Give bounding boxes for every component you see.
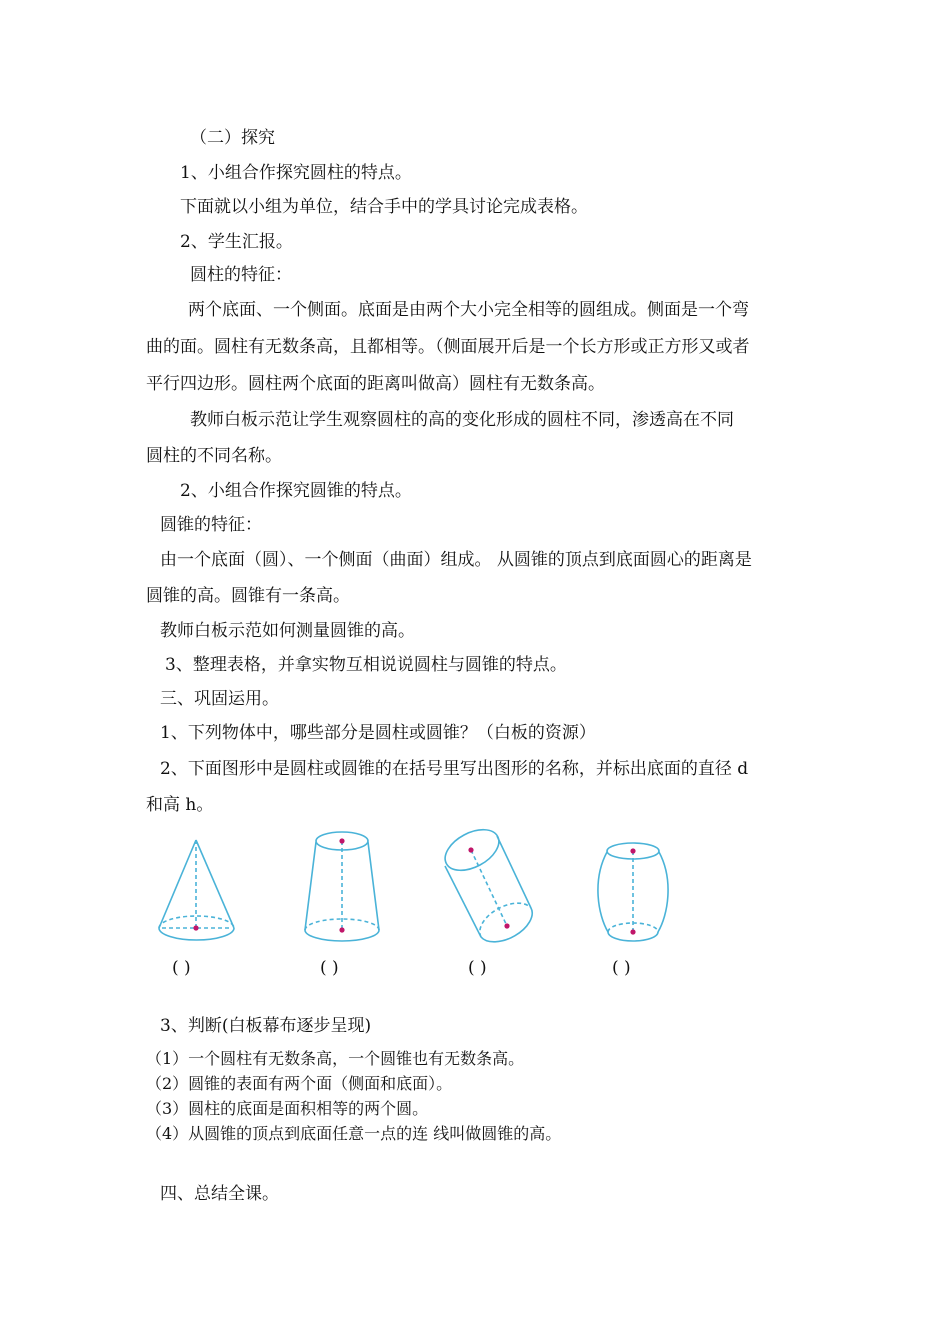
judgment-4: （4）从圆锥的顶点到底面任意一点的连 线叫做圆锥的高。 xyxy=(146,1124,562,1143)
judgment-3: （3）圆柱的底面是面积相等的两个圆。 xyxy=(146,1099,429,1118)
cylinder-para-2: 曲的面。圆柱有无数条高，且都相等。（侧面展开后是一个长方形或正方形又或者 xyxy=(146,337,750,357)
barrel-shape xyxy=(598,843,668,941)
cone-title: 圆锥的特征： xyxy=(160,515,262,535)
tilted-cylinder-shape xyxy=(438,825,532,942)
frustum-top-dot xyxy=(339,838,344,843)
answer-blank-4[interactable]: ( ) xyxy=(612,958,631,978)
cone-shape xyxy=(159,840,234,940)
barrel-bottom-dot xyxy=(630,929,635,934)
frustum-shape xyxy=(305,832,379,941)
question-2-line-1: 2、下面图形中是圆柱或圆锥的在括号里写出图形的名称，并标出底面的直径 d xyxy=(160,759,749,779)
cylinder-top-dot xyxy=(468,847,473,852)
barrel-top-dot xyxy=(630,848,635,853)
cone-para-2: 圆锥的高。圆锥有一条高。 xyxy=(146,586,350,606)
question-2-line-2: 和高 h。 xyxy=(146,795,214,815)
item2b: 2、小组合作探究圆锥的特点。 xyxy=(180,481,412,501)
cylinder-para-1: 两个底面、一个侧面。底面是由两个大小完全相等的圆组成。侧面是一个弯 xyxy=(188,300,749,320)
cylinder-bottom-dot xyxy=(504,923,509,928)
judgment-2: （2）圆锥的表面有两个面（侧面和底面）。 xyxy=(146,1074,453,1093)
section3-heading: 三、巩固运用。 xyxy=(160,689,279,709)
teacher-para-1: 教师白板示范让学生观察圆柱的高的变化形成的圆柱不同，渗透高在不同 xyxy=(190,410,734,430)
cone-para-1: 由一个底面（圆）、一个侧面（曲面）组成。 从圆锥的顶点到底面圆心的距离是 xyxy=(160,550,752,570)
section4-heading: 四、总结全课。 xyxy=(160,1184,279,1204)
section2-heading: （二）探究 xyxy=(190,128,275,148)
teacher-para-2: 圆柱的不同名称。 xyxy=(146,446,282,466)
cone-center-dot xyxy=(193,925,198,930)
item2: 2、学生汇报。 xyxy=(180,232,293,252)
cylinder-para-3: 平行四边形。圆柱两个底面的距离叫做高）圆柱有无数条高。 xyxy=(146,374,605,394)
item3: 3、整理表格，并拿实物互相说说圆柱与圆锥的特点。 xyxy=(165,655,567,675)
answer-blank-3[interactable]: ( ) xyxy=(468,958,487,978)
item1: 1、小组合作探究圆柱的特点。 xyxy=(180,163,412,183)
instruction: 下面就以小组为单位，结合手中的学具讨论完成表格。 xyxy=(180,197,588,217)
question-1: 1、下列物体中，哪些部分是圆柱或圆锥？（白板的资源） xyxy=(160,723,596,743)
frustum-bottom-dot xyxy=(339,927,344,932)
answer-blank-2[interactable]: ( ) xyxy=(320,958,339,978)
judgment-1: （1）一个圆柱有无数条高，一个圆锥也有无数条高。 xyxy=(146,1049,525,1068)
answer-blank-1[interactable]: ( ) xyxy=(172,958,191,978)
question-3: 3、判断(白板幕布逐步呈现) xyxy=(160,1016,372,1036)
cone-teacher: 教师白板示范如何测量圆锥的高。 xyxy=(160,621,415,641)
cylinder-title: 圆柱的特征： xyxy=(190,265,292,285)
